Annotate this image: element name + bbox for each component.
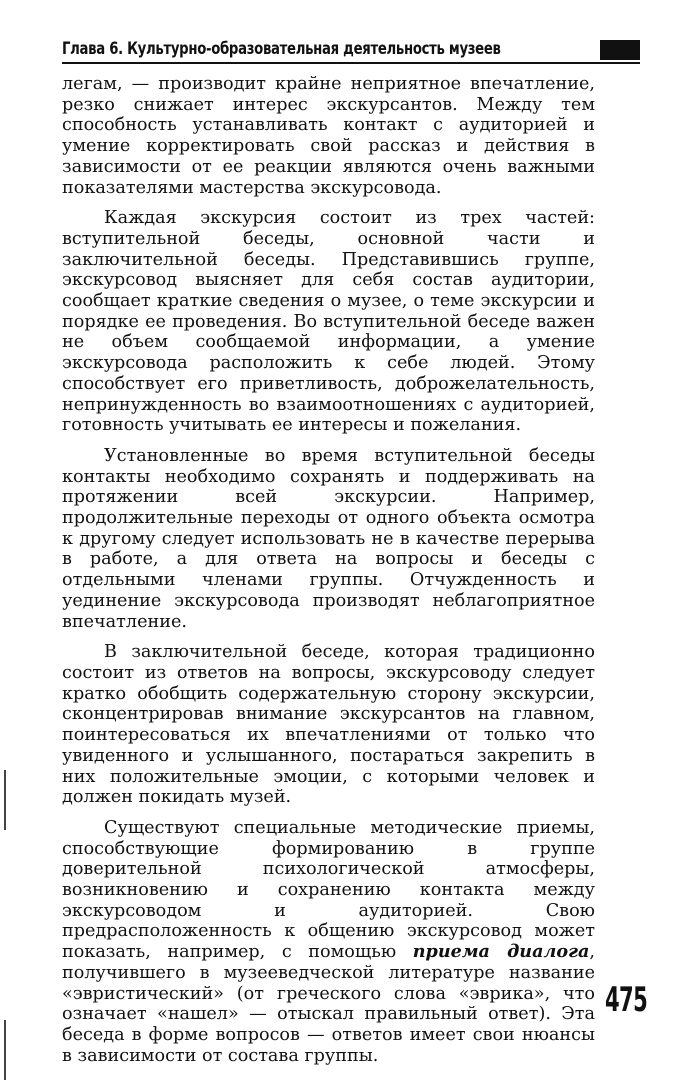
body-text: [62, 74, 595, 1076]
paragraph-last: [62, 818, 595, 1066]
paragraph: Каждая экскурсия состоит из трех частей: вступительной беседы, основной части и заключительной беседы. Представившись группе, экскурсовод выясняет для себя состав аудитории, сообщает краткие сведения о музее, о теме экскурсии и порядке ее проведения. Во вступительной беседе важен не объем сообщаемой информации, а умение экскурсовода расположить к себе людей. Этому способствует его приветливость, доброжелательность, непринужденность во взаимоотношениях с аудиторией, готовность учитывать ее интересы и пожелания.: [62, 208, 595, 436]
paragraph: В заключительной беседе, которая традиционно состоит из ответов на вопросы, экскурсоводу следует кратко обобщить содержательную сторону экскурсии, сконцентрировав внимание экскурсантов на главном, поинтересоваться их впечатлениями от только что увиденного и услышанного, постараться закрепить в них положительные эмоции, с которыми человек и должен покидать музей.: [62, 642, 595, 808]
header-rule: [62, 62, 640, 64]
paragraph: Установленные во время вступительной беседы контакты необходимо сохранять и поддерживать на протяжении всей экскурсии. Например, продолжительные переходы от одного объекта осмотра к другому следует использовать не в качестве перерыва в работе, а для ответа на вопросы и беседы с отдельными членами группы. Отчужденность и уединение экскурсовода производят неблагоприятное впечатление.: [62, 445, 595, 632]
paragraph-continued: легам, — производит крайне неприятное впечатление, резко снижает интерес экскурсантов. Между тем способность устанавливать контакт с аудиторией и умение корректировать свой рассказ и действия в зависимости от ее реакции являются очень важными показателями мастерства экскурсовода.: [62, 74, 595, 198]
emphasized-term: приема диалога: [412, 941, 590, 963]
running-header: [62, 38, 640, 62]
paragraph-text: , получившего в музееведческой литературе название «эвристический» (от греческого слова «эврика», что означает «нашел» — отыскал правильный ответ). Эта беседа в форме вопросов — ответов имеет свои нюансы в зависимости от состава группы.: [62, 942, 596, 1066]
running-title: Глава 6. Культурно-образовательная деятельность музеев: [62, 39, 501, 59]
header-decorative-block: [600, 40, 640, 60]
margin-scan-mark: [4, 1020, 6, 1080]
paragraph-text: Существуют специальные методические приемы, способствующие формированию в группе доверительной психологической атмосферы, возникновению и сохранению контакта между экскурсоводом и аудиторией. Свою предрасположенность к общению экскурсовод может показать, например, с помощью: [62, 817, 595, 963]
margin-scan-mark: [4, 770, 6, 830]
page-number: 475: [605, 980, 648, 1020]
